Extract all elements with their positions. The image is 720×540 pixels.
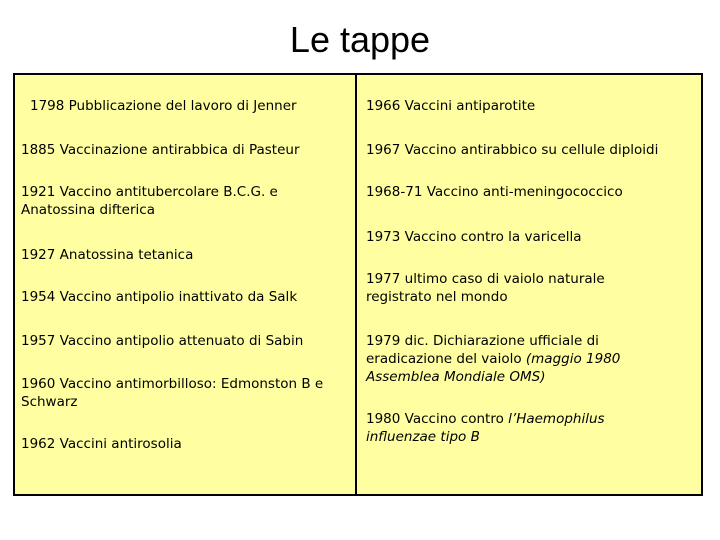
timeline-entry-1979-italic: (maggio 1980 Assemblea Mondiale OMS) [366, 351, 621, 385]
timeline-entry-1973: 1973 Vaccino contro la varicella [366, 229, 582, 245]
column-divider [355, 73, 357, 496]
timeline-entry-1954: 1954 Vaccino antipolio inattivato da Salk [21, 289, 298, 305]
timeline-entry-1921: 1921 Vaccino antitubercolare B.C.G. e Anatossina difterica [21, 184, 278, 218]
timeline-entry-1927: 1927 Anatossina tetanica [21, 247, 194, 263]
timeline-entry-1960: 1960 Vaccino antimorbilloso: Edmonston B e Schwarz [21, 376, 324, 410]
timeline-entry-1977: 1977 ultimo caso di vaiolo naturale registrato nel mondo [366, 271, 605, 305]
timeline-entry-1980 [366, 410, 656, 446]
timeline-entry-1962: 1962 Vaccini antirosolia [21, 436, 182, 452]
timeline-entry-1968-71: 1968-71 Vaccino anti-meningococcico [366, 184, 623, 200]
timeline-entry-1885: 1885 Vaccinazione antirabbica di Pasteur [21, 142, 300, 158]
timeline-entry-1979 [366, 332, 656, 386]
slide-title: Le tappe [289, 19, 431, 60]
timeline-entry-1979-text: 1979 dic. Dichiarazione ufficiale di eradicazione del vaiolo [366, 333, 599, 367]
timeline-entry-1980-italic: l’Haemophilus influenzae tipo B [366, 411, 605, 445]
timeline-entry-1980-text: 1980 Vaccino contro [366, 411, 509, 427]
timeline-entry-1957: 1957 Vaccino antipolio attenuato di Sabin [21, 333, 304, 349]
timeline-entry-1798: 1798 Pubblicazione del lavoro di Jenner [30, 98, 297, 114]
timeline-entry-1966: 1966 Vaccini antiparotite [366, 98, 536, 114]
timeline-entry-1967: 1967 Vaccino antirabbico su cellule diploidi [366, 142, 659, 158]
